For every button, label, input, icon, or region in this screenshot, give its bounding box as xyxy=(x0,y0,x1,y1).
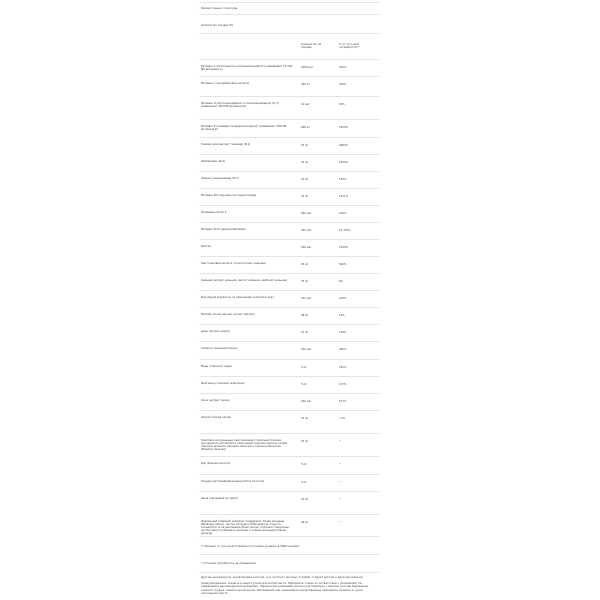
footnote-dv-not-established: * Суточная потребность не определена. xyxy=(201,562,257,565)
nutrient-daily-value: * xyxy=(339,463,341,466)
nutrient-amount: 12 мг xyxy=(301,331,309,334)
nutrient-daily-value: 100% xyxy=(339,212,347,215)
row-divider xyxy=(199,239,379,240)
nutrient-amount: 25 мг xyxy=(301,195,309,198)
nutrient-name: Селен (L-селенометионин) xyxy=(201,347,238,350)
row-divider xyxy=(199,433,379,434)
nutrient-amount: 25 мг xyxy=(301,178,309,181)
row-divider xyxy=(199,456,379,457)
row-divider xyxy=(199,273,379,274)
nutrient-daily-value: * xyxy=(339,498,341,501)
nutrient-name: Биотин xyxy=(201,245,211,248)
row-divider xyxy=(199,514,379,515)
nutrient-name: Фолиевая кислота xyxy=(201,211,227,214)
nutrient-daily-value: 500% xyxy=(339,263,347,266)
nutrient-amount: 15 мг xyxy=(301,417,309,420)
nutrient-amount: 3 мг xyxy=(301,481,307,484)
nutrient-amount: 200 мкг xyxy=(301,348,312,351)
nutrient-amount: 150 мкг xyxy=(301,297,312,300)
nutrient-amount: 300 мкг xyxy=(301,246,312,249)
nutrient-daily-value: * xyxy=(339,481,341,484)
nutrient-name: Витамин Е (d-альфа-токоферилсукцинат) (эквивалент 400 МЕ витамина Е) xyxy=(201,125,287,131)
nutrient-daily-value: 10% xyxy=(339,314,345,317)
serving-size: Размер порции: 2 капсулы xyxy=(201,7,238,10)
nutrient-daily-value: 444% xyxy=(339,83,347,86)
row-divider xyxy=(199,76,379,77)
footnote-dv-basis: ** Процент от суточной потребности основан на диете в 2000 калорий. xyxy=(201,545,300,548)
daily-value-column-header: % от суточной потребности** xyxy=(339,43,360,49)
row-divider xyxy=(199,154,379,155)
nutrient-daily-value: 364% xyxy=(339,348,347,351)
nutrient-daily-value: 1471% xyxy=(339,195,349,198)
row-divider xyxy=(199,205,379,206)
row-divider xyxy=(199,188,379,189)
nutrient-name: Магний (оксид магния, аспарт магния) xyxy=(201,313,255,316)
row-divider xyxy=(199,393,379,394)
servings-per-container: Количество порций: 60 xyxy=(201,24,233,27)
nutrient-name: Рибофлавин (В-2) xyxy=(201,160,226,163)
nutrient-daily-value: 222% xyxy=(339,66,347,69)
nutrient-name: Витамин В-12 (цианокобаламин) xyxy=(201,228,246,231)
nutrient-amount: 250 мкг xyxy=(301,229,312,232)
other-ingredients: Другие ингредиенты: желатиновая капсула, соя, экстракт рисовых отрубей, стеарат магния и диоксид кремния. xyxy=(201,575,364,579)
row-divider xyxy=(199,171,379,172)
nutrient-daily-value: 156% xyxy=(339,178,347,181)
nutrient-name: Медь (глюконат меди) xyxy=(201,365,233,368)
nutrient-daily-value: 10 333% xyxy=(339,229,351,232)
nutrient-amount: 25 мг xyxy=(301,144,309,147)
divider xyxy=(199,554,379,555)
divider xyxy=(199,2,379,3)
divider xyxy=(199,536,379,537)
nutrient-daily-value: 217% xyxy=(339,383,347,386)
nutrient-daily-value: <1% xyxy=(339,417,346,420)
nutrient-name: Концентрат биофлавоноидов (Citrus limonum) xyxy=(201,480,265,483)
nutrient-amount: 75 мг xyxy=(301,280,309,283)
nutrient-name: Комплекс натуральных каротиноидов: томатный порошок (Lycopersicon esculentum), морковный порошок (Daucus carota), порошок шпината (Spinacia oleracea) и порошок брокколи (Brassica oleracea) xyxy=(201,439,288,451)
nutrient-name: Пантотеновая кислота (d-пантотенат кальция) xyxy=(201,262,266,265)
divider xyxy=(199,572,379,573)
nutrient-name: Витамин В-6 (пиридоксин гидрохлорид) xyxy=(201,194,257,197)
nutrient-daily-value: 50% xyxy=(339,103,345,106)
nutrient-amount: 15 мг xyxy=(301,498,309,501)
nutrient-daily-value: * xyxy=(339,440,341,443)
nutrient-amount: 200 мкг xyxy=(301,400,312,403)
row-divider xyxy=(199,137,379,138)
nutrient-name: Цинк (цитрат цинка) xyxy=(201,330,230,333)
nutrient-amount: 25 мг xyxy=(301,161,309,164)
nutrient-daily-value: 1923% xyxy=(339,161,349,164)
nutrient-name: Бор (борная кислота) xyxy=(201,462,231,465)
warnings: Предупреждения: хранить в недоступном для детей месте. Принимать только в соответствии с указаниями. Не превышайте рекомендуемой дозировки. Перед использованием проконсультируйтесь с врачом, если вы беременны, кормите грудью, имеете хронические заболевания или принимаете лекарственные препараты. Хранить в сухом прохладном месте. xyxy=(201,581,369,596)
row-divider xyxy=(199,222,379,223)
nutrient-amount: 400 мкг xyxy=(301,212,312,215)
nutrient-amount: 25 мг xyxy=(301,440,309,443)
row-divider xyxy=(199,410,379,411)
nutrient-amount: 38 мг xyxy=(301,314,309,317)
nutrient-name: Йод (бурая водоросль из ламинарии) (Laminaria spp.) xyxy=(201,296,275,299)
nutrient-amount: 25 мг xyxy=(301,263,309,266)
divider xyxy=(199,33,379,34)
row-divider xyxy=(199,324,379,325)
nutrient-name: Калий (хлорид калия) xyxy=(201,416,232,419)
nutrient-name: Марганец (глюконат марганца) xyxy=(201,382,245,385)
nutrient-daily-value: 1000% xyxy=(339,246,349,249)
nutrient-amount: 268 мг xyxy=(301,126,311,129)
nutrient-name: Витамин D (эргокальциферол и холекальциферол) (D-3) (эквивалент 400 МЕ витамина D) xyxy=(201,102,279,108)
amount-column-header: Количество на порцию xyxy=(301,43,322,49)
nutrient-name: Витамин А (бета-каротин, ретинилпальмитат) (эквивалент 15 000 МЕ витамина А) xyxy=(201,65,293,71)
nutrient-amount: 400 мг xyxy=(301,83,311,86)
nutrient-daily-value: 222% xyxy=(339,366,347,369)
nutrient-daily-value: 571% xyxy=(339,400,347,403)
supplement-facts-table xyxy=(199,0,379,600)
divider xyxy=(199,14,379,15)
nutrient-name: Хром (цитрат хрома) xyxy=(201,399,230,402)
row-divider xyxy=(199,341,379,342)
nutrient-amount: 10 мкг xyxy=(301,103,311,106)
nutrient-name: Тиамин (мононитрат тиамина) (В-1) xyxy=(201,143,251,146)
nutrient-name: Витамин С (аскорбиновая кислота) xyxy=(201,82,250,85)
nutrient-amount: 5 мг xyxy=(301,463,307,466)
nutrient-name: Фирменный травяной комплекс поддержки: Трава люцерны (Medicago sativa), листья петрушки (Petroselinum crispum), концентрат ягод шиповника (Rosa canina), порошок спирулины, листья капусты (Brassica oleracea) и корень женьшеня (Panax ginseng) xyxy=(201,520,290,535)
nutrient-amount: 2 мг xyxy=(301,366,307,369)
row-divider xyxy=(199,119,379,120)
row-divider xyxy=(199,59,379,60)
nutrient-name: Кальций (аспарт кальция, лактат кальция, карбонат кальция) xyxy=(201,279,288,282)
row-divider xyxy=(199,290,379,291)
nutrient-daily-value: 100% xyxy=(339,297,347,300)
row-divider xyxy=(199,359,379,360)
nutrient-amount: 40 мг xyxy=(301,521,309,524)
nutrient-daily-value: 2300% xyxy=(339,126,349,129)
row-divider xyxy=(199,256,379,257)
row-divider xyxy=(199,307,379,308)
nutrient-daily-value: 2083% xyxy=(339,144,349,147)
nutrient-amount: 5 мг xyxy=(301,383,307,386)
nutrient-name: Ниацин (ниацинамид) (В-3) xyxy=(201,177,239,180)
row-divider xyxy=(199,474,379,475)
nutrient-daily-value: 109% xyxy=(339,331,347,334)
nutrient-amount: 2000 мкг xyxy=(301,66,314,69)
nutrient-daily-value: 6% xyxy=(339,280,344,283)
row-divider xyxy=(199,96,379,97)
row-divider xyxy=(199,491,379,492)
nutrient-name: Хвощ (хвощевый экстракт) xyxy=(201,497,239,500)
row-divider xyxy=(199,376,379,377)
nutrient-daily-value: * xyxy=(339,521,341,524)
